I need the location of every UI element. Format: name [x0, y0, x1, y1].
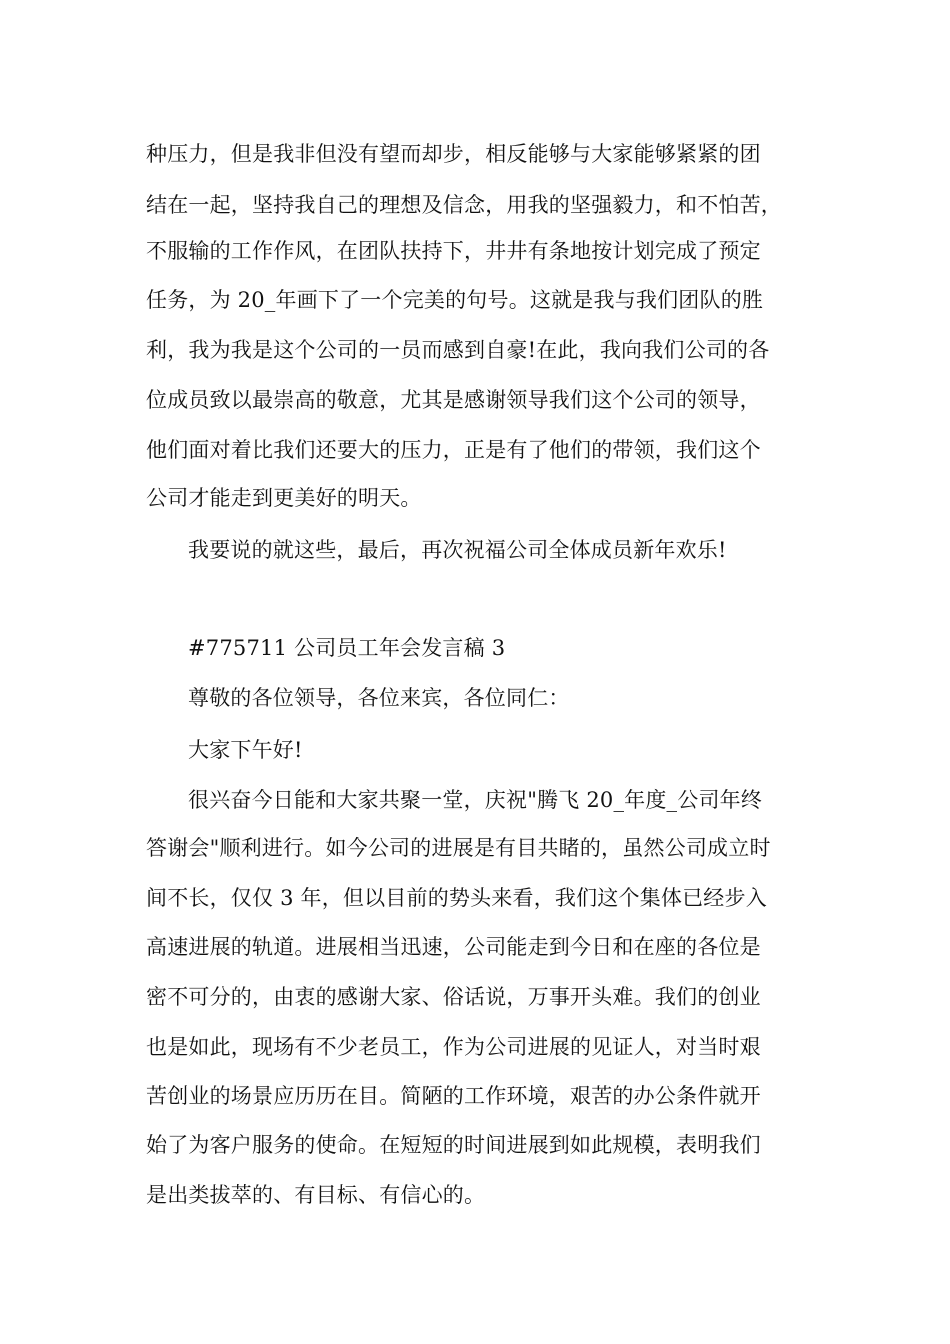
- paragraph-line: 是出类拔萃的、有目标、有信心的。: [146, 1183, 486, 1207]
- paragraph-line: 不服输的工作作风，在团队扶持下，井井有条地按计划完成了预定: [146, 239, 761, 263]
- paragraph-line: 间不长，仅仅 3 年，但以目前的势头来看，我们这个集体已经步入: [146, 886, 767, 910]
- paragraph-line: 答谢会"顺利进行。如今公司的进展是有目共睹的，虽然公司成立时: [146, 836, 771, 860]
- paragraph-line: 也是如此，现场有不少老员工，作为公司进展的见证人，对当时艰: [146, 1035, 761, 1059]
- paragraph-line: 种压力，但是我非但没有望而却步，相反能够与大家能够紧紧的团: [146, 142, 761, 166]
- paragraph-line: 任务，为 20_年画下了一个完美的句号。这就是我与我们团队的胜: [146, 288, 764, 312]
- paragraph-line: 结在一起，坚持我自己的理想及信念，用我的坚强毅力，和不怕苦，: [146, 193, 782, 217]
- paragraph-line: 高速进展的轨道。进展相当迅速，公司能走到今日和在座的各位是: [146, 935, 761, 959]
- paragraph-line: 苦创业的场景应历历在目。简陋的工作环境，艰苦的办公条件就开: [146, 1084, 761, 1108]
- closing-line: 我要说的就这些，最后，再次祝福公司全体成员新年欢乐!: [188, 538, 727, 562]
- paragraph-line: 利，我为我是这个公司的一员而感到自豪!在此，我向我们公司的各: [146, 338, 770, 362]
- salutation: 尊敬的各位领导，各位来宾，各位同仁：: [188, 686, 570, 710]
- paragraph-line: 他们面对着比我们还要大的压力，正是有了他们的带领，我们这个: [146, 438, 761, 462]
- paragraph-line: 位成员致以最崇高的敬意，尤其是感谢领导我们这个公司的领导，: [146, 388, 761, 412]
- paragraph-line: 很兴奋今日能和大家共聚一堂，庆祝"腾飞 20_年度_公司年终: [188, 788, 763, 812]
- greeting: 大家下午好!: [188, 738, 303, 762]
- paragraph-line: 始了为客户服务的使命。在短短的时间进展到如此规模，表明我们: [146, 1133, 761, 1157]
- paragraph-line: 密不可分的，由衷的感谢大家、俗话说，万事开头难。我们的创业: [146, 985, 761, 1009]
- paragraph-line: 公司才能走到更美好的明天。: [146, 486, 422, 510]
- section-heading: #775711 公司员工年会发言稿 3: [188, 636, 506, 660]
